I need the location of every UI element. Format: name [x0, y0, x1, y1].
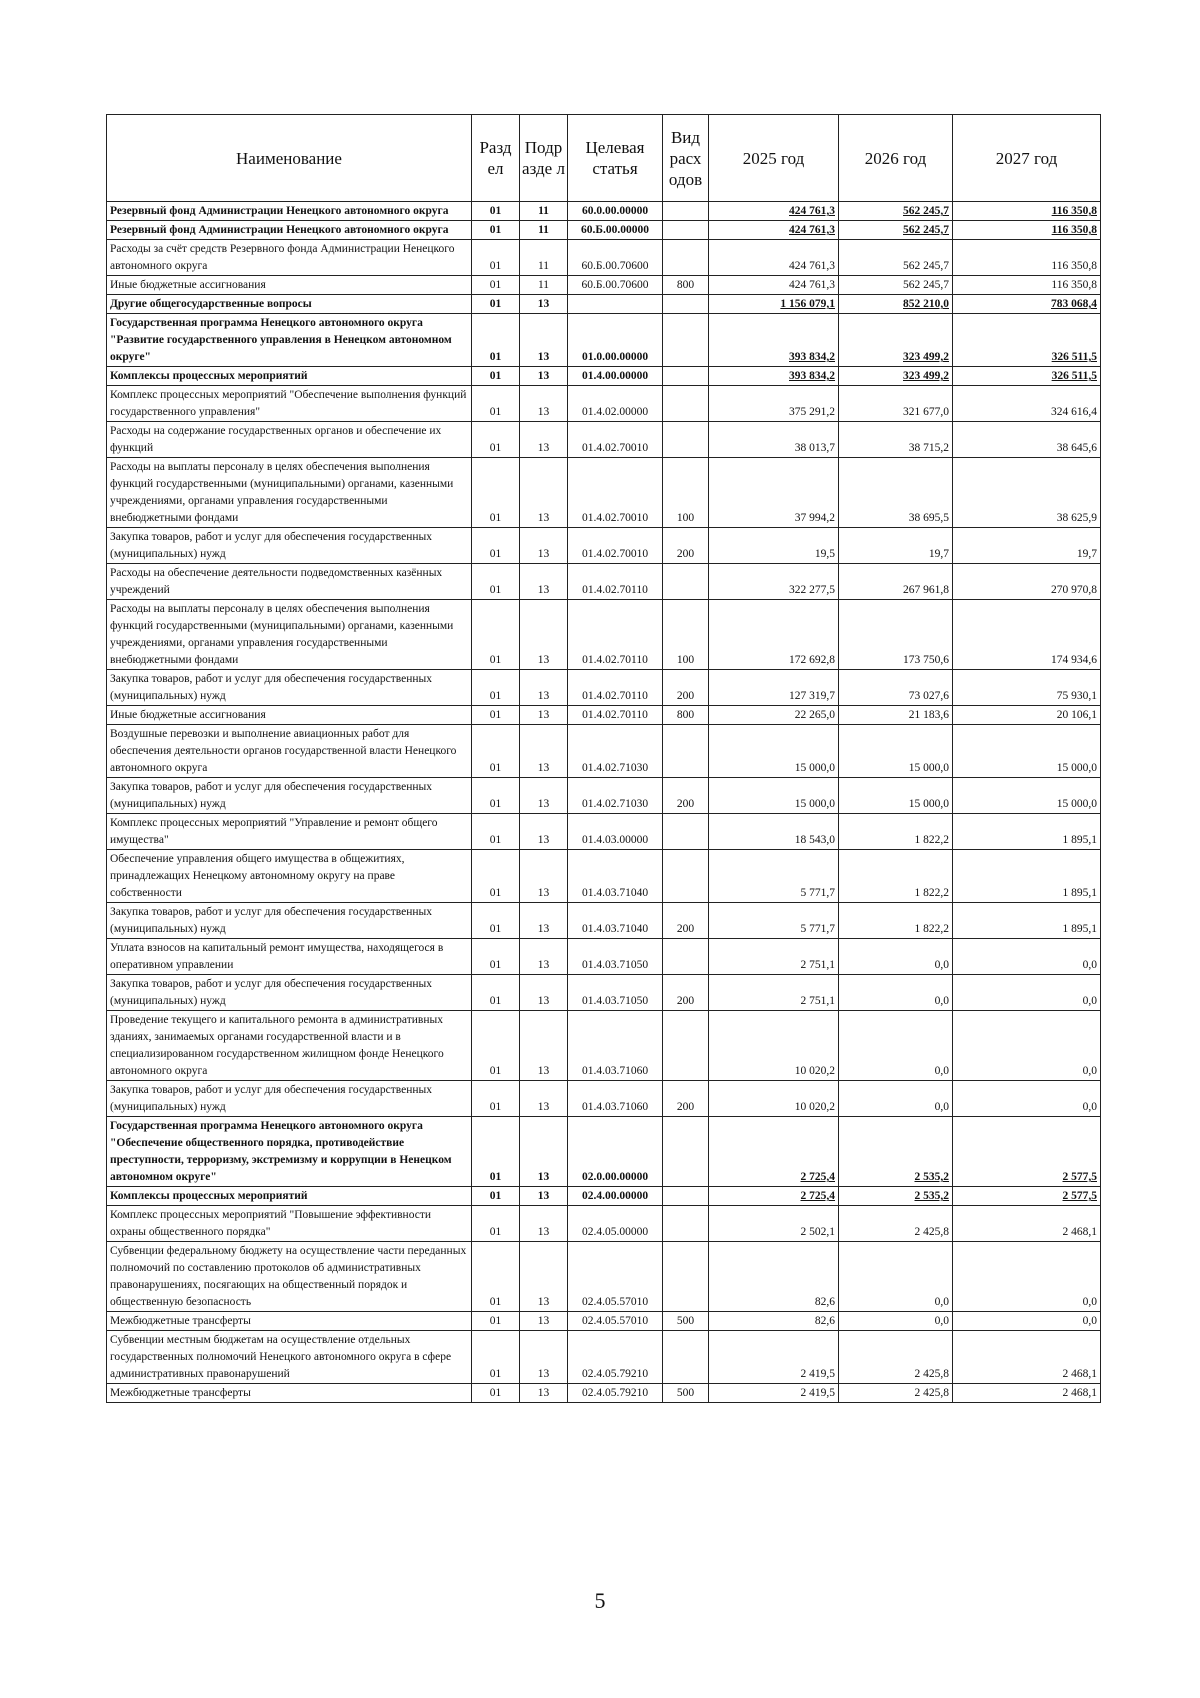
cell-name: Государственная программа Ненецкого автономного округа "Обеспечение общественного порядка, противодействие преступности, терроризму, экстремизму и коррупции в Ненецком автономном округе" [107, 1117, 472, 1187]
cell-name: Резервный фонд Администрации Ненецкого автономного округа [107, 202, 472, 221]
cell-value-2027: 38 625,9 [953, 458, 1101, 528]
cell-razdel: 01 [472, 1206, 520, 1242]
cell-expense-type [663, 850, 709, 903]
cell-razdel: 01 [472, 240, 520, 276]
cell-podrazdel: 13 [520, 1187, 568, 1206]
cell-target-article: 01.4.02.70110 [568, 670, 663, 706]
cell-razdel: 01 [472, 422, 520, 458]
cell-target-article: 60.Б.00.70600 [568, 276, 663, 295]
cell-expense-type: 500 [663, 1384, 709, 1403]
table-row [107, 1187, 1101, 1206]
cell-expense-type: 200 [663, 1081, 709, 1117]
table-row [107, 240, 1101, 276]
table-row [107, 221, 1101, 240]
cell-value-2027: 38 645,6 [953, 422, 1101, 458]
page-number: 5 [594, 1588, 606, 1613]
cell-value-2025: 375 291,2 [709, 386, 839, 422]
cell-razdel: 01 [472, 386, 520, 422]
cell-expense-type [663, 314, 709, 367]
table-row [107, 939, 1101, 975]
cell-razdel: 01 [472, 314, 520, 367]
cell-value-2026: 2 535,2 [839, 1187, 953, 1206]
cell-podrazdel: 13 [520, 564, 568, 600]
cell-razdel: 01 [472, 778, 520, 814]
cell-target-article: 60.0.00.00000 [568, 202, 663, 221]
table-row [107, 725, 1101, 778]
cell-expense-type: 800 [663, 706, 709, 725]
table-row [107, 1081, 1101, 1117]
cell-value-2027: 2 468,1 [953, 1206, 1101, 1242]
header-row [107, 115, 1101, 202]
cell-value-2025: 10 020,2 [709, 1081, 839, 1117]
cell-target-article: 01.4.03.71050 [568, 975, 663, 1011]
table-row [107, 1312, 1101, 1331]
cell-value-2026: 15 000,0 [839, 778, 953, 814]
cell-podrazdel: 13 [520, 1206, 568, 1242]
cell-value-2026: 173 750,6 [839, 600, 953, 670]
cell-value-2026: 0,0 [839, 1312, 953, 1331]
cell-value-2025: 2 751,1 [709, 939, 839, 975]
cell-target-article: 01.4.03.00000 [568, 814, 663, 850]
cell-podrazdel: 13 [520, 1117, 568, 1187]
cell-podrazdel: 13 [520, 458, 568, 528]
cell-target-article: 01.4.03.71060 [568, 1011, 663, 1081]
cell-value-2025: 2 419,5 [709, 1331, 839, 1384]
cell-value-2025: 2 725,4 [709, 1117, 839, 1187]
table-row [107, 1331, 1101, 1384]
cell-podrazdel: 13 [520, 1011, 568, 1081]
cell-target-article: 60.Б.00.00000 [568, 221, 663, 240]
cell-podrazdel: 13 [520, 903, 568, 939]
cell-value-2026: 2 425,8 [839, 1331, 953, 1384]
cell-value-2025: 424 761,3 [709, 202, 839, 221]
cell-name: Закупка товаров, работ и услуг для обеспечения государственных (муниципальных) нужд [107, 975, 472, 1011]
header-target-article: Целевая статья [568, 115, 663, 202]
cell-value-2025: 15 000,0 [709, 778, 839, 814]
cell-podrazdel: 13 [520, 670, 568, 706]
cell-expense-type: 200 [663, 528, 709, 564]
cell-podrazdel: 13 [520, 600, 568, 670]
cell-name: Расходы на содержание государственных органов и обеспечение их функций [107, 422, 472, 458]
header-year-2025: 2025 год [709, 115, 839, 202]
cell-value-2026: 1 822,2 [839, 903, 953, 939]
cell-target-article: 01.4.03.71050 [568, 939, 663, 975]
cell-podrazdel: 13 [520, 975, 568, 1011]
cell-value-2027: 116 350,8 [953, 276, 1101, 295]
cell-value-2027: 0,0 [953, 1081, 1101, 1117]
table-body [107, 202, 1101, 1403]
cell-value-2025: 127 319,7 [709, 670, 839, 706]
cell-expense-type [663, 240, 709, 276]
table-row [107, 528, 1101, 564]
cell-expense-type [663, 725, 709, 778]
cell-name: Субвенции федеральному бюджету на осуществление части переданных полномочий по составлению протоколов об административных правонарушениях, посягающих на общественный порядок и общественную безопасность [107, 1242, 472, 1312]
cell-podrazdel: 13 [520, 814, 568, 850]
cell-expense-type: 200 [663, 975, 709, 1011]
cell-value-2025: 5 771,7 [709, 850, 839, 903]
cell-value-2027: 19,7 [953, 528, 1101, 564]
cell-target-article: 01.4.03.71040 [568, 903, 663, 939]
cell-razdel: 01 [472, 528, 520, 564]
cell-razdel: 01 [472, 939, 520, 975]
cell-value-2026: 321 677,0 [839, 386, 953, 422]
cell-expense-type [663, 939, 709, 975]
cell-value-2027: 2 577,5 [953, 1187, 1101, 1206]
cell-razdel: 01 [472, 1331, 520, 1384]
cell-expense-type [663, 1242, 709, 1312]
cell-target-article [568, 295, 663, 314]
cell-value-2026: 323 499,2 [839, 367, 953, 386]
header-year-2027: 2027 год [953, 115, 1101, 202]
cell-value-2026: 1 822,2 [839, 814, 953, 850]
cell-podrazdel: 13 [520, 528, 568, 564]
cell-target-article: 01.4.03.71060 [568, 1081, 663, 1117]
cell-value-2025: 82,6 [709, 1242, 839, 1312]
table-row [107, 600, 1101, 670]
table-row [107, 1206, 1101, 1242]
header-year-2026: 2026 год [839, 115, 953, 202]
cell-razdel: 01 [472, 1081, 520, 1117]
cell-razdel: 01 [472, 458, 520, 528]
cell-value-2025: 1 156 079,1 [709, 295, 839, 314]
cell-podrazdel: 13 [520, 850, 568, 903]
cell-razdel: 01 [472, 975, 520, 1011]
table-row [107, 670, 1101, 706]
cell-value-2027: 0,0 [953, 1312, 1101, 1331]
cell-target-article: 02.0.00.00000 [568, 1117, 663, 1187]
cell-name: Закупка товаров, работ и услуг для обеспечения государственных (муниципальных) нужд [107, 528, 472, 564]
cell-value-2026: 0,0 [839, 1081, 953, 1117]
cell-podrazdel: 13 [520, 1331, 568, 1384]
cell-podrazdel: 13 [520, 1384, 568, 1403]
cell-value-2027: 0,0 [953, 1011, 1101, 1081]
cell-podrazdel: 13 [520, 706, 568, 725]
cell-name: Комплексы процессных мероприятий [107, 367, 472, 386]
cell-value-2026: 323 499,2 [839, 314, 953, 367]
cell-value-2026: 0,0 [839, 975, 953, 1011]
cell-podrazdel: 11 [520, 276, 568, 295]
cell-value-2027: 116 350,8 [953, 240, 1101, 276]
cell-name: Расходы за счёт средств Резервного фонда Администрации Ненецкого автономного округа [107, 240, 472, 276]
cell-value-2026: 19,7 [839, 528, 953, 564]
cell-target-article: 02.4.05.79210 [568, 1331, 663, 1384]
table-row [107, 202, 1101, 221]
cell-name: Комплекс процессных мероприятий "Повышение эффективности охраны общественного порядка" [107, 1206, 472, 1242]
cell-expense-type: 100 [663, 600, 709, 670]
table-row [107, 778, 1101, 814]
cell-value-2026: 2 425,8 [839, 1206, 953, 1242]
cell-value-2026: 21 183,6 [839, 706, 953, 725]
cell-target-article: 01.4.02.71030 [568, 725, 663, 778]
cell-name: Комплексы процессных мероприятий [107, 1187, 472, 1206]
cell-value-2025: 18 543,0 [709, 814, 839, 850]
cell-value-2026: 0,0 [839, 939, 953, 975]
cell-value-2025: 37 994,2 [709, 458, 839, 528]
cell-podrazdel: 13 [520, 778, 568, 814]
cell-value-2026: 2 425,8 [839, 1384, 953, 1403]
cell-expense-type [663, 422, 709, 458]
cell-name: Межбюджетные трансферты [107, 1312, 472, 1331]
cell-razdel: 01 [472, 725, 520, 778]
cell-value-2026: 38 695,5 [839, 458, 953, 528]
cell-target-article: 02.4.05.79210 [568, 1384, 663, 1403]
cell-value-2027: 0,0 [953, 939, 1101, 975]
cell-value-2026: 562 245,7 [839, 202, 953, 221]
cell-target-article: 02.4.05.00000 [568, 1206, 663, 1242]
cell-target-article: 01.4.02.70110 [568, 600, 663, 670]
cell-razdel: 01 [472, 1117, 520, 1187]
table-row [107, 276, 1101, 295]
cell-value-2025: 10 020,2 [709, 1011, 839, 1081]
cell-value-2025: 2 725,4 [709, 1187, 839, 1206]
cell-value-2026: 73 027,6 [839, 670, 953, 706]
table-row [107, 386, 1101, 422]
cell-razdel: 01 [472, 1242, 520, 1312]
cell-expense-type: 200 [663, 670, 709, 706]
cell-podrazdel: 13 [520, 1312, 568, 1331]
budget-table [106, 114, 1101, 1403]
cell-razdel: 01 [472, 564, 520, 600]
cell-expense-type [663, 1187, 709, 1206]
table-row [107, 1117, 1101, 1187]
cell-expense-type [663, 1331, 709, 1384]
cell-value-2026: 0,0 [839, 1242, 953, 1312]
cell-razdel: 01 [472, 1187, 520, 1206]
cell-target-article: 01.4.02.71030 [568, 778, 663, 814]
cell-expense-type: 800 [663, 276, 709, 295]
header-expense-type: Вид расх одов [663, 115, 709, 202]
cell-value-2027: 75 930,1 [953, 670, 1101, 706]
cell-podrazdel: 13 [520, 295, 568, 314]
cell-razdel: 01 [472, 670, 520, 706]
cell-podrazdel: 13 [520, 314, 568, 367]
cell-value-2026: 267 961,8 [839, 564, 953, 600]
cell-value-2025: 393 834,2 [709, 367, 839, 386]
cell-podrazdel: 13 [520, 422, 568, 458]
cell-value-2027: 0,0 [953, 975, 1101, 1011]
cell-podrazdel: 13 [520, 725, 568, 778]
cell-name: Государственная программа Ненецкого автономного округа "Развитие государственного управления в Ненецком автономном округе" [107, 314, 472, 367]
cell-value-2026: 38 715,2 [839, 422, 953, 458]
cell-expense-type [663, 1011, 709, 1081]
cell-name: Комплекс процессных мероприятий "Управление и ремонт общего имущества" [107, 814, 472, 850]
cell-razdel: 01 [472, 1312, 520, 1331]
cell-expense-type: 200 [663, 903, 709, 939]
cell-razdel: 01 [472, 1011, 520, 1081]
cell-value-2026: 562 245,7 [839, 221, 953, 240]
cell-value-2026: 562 245,7 [839, 240, 953, 276]
cell-expense-type [663, 295, 709, 314]
cell-expense-type [663, 386, 709, 422]
table-row [107, 422, 1101, 458]
cell-target-article: 02.4.05.57010 [568, 1312, 663, 1331]
cell-expense-type [663, 1117, 709, 1187]
cell-value-2025: 22 265,0 [709, 706, 839, 725]
cell-target-article: 01.4.02.70010 [568, 458, 663, 528]
cell-target-article: 01.4.03.71040 [568, 850, 663, 903]
cell-podrazdel: 13 [520, 367, 568, 386]
cell-value-2025: 424 761,3 [709, 240, 839, 276]
cell-value-2027: 324 616,4 [953, 386, 1101, 422]
cell-value-2027: 2 468,1 [953, 1331, 1101, 1384]
cell-value-2025: 2 502,1 [709, 1206, 839, 1242]
cell-expense-type: 100 [663, 458, 709, 528]
cell-razdel: 01 [472, 221, 520, 240]
cell-value-2025: 424 761,3 [709, 276, 839, 295]
table-row [107, 706, 1101, 725]
cell-name: Проведение текущего и капитального ремонта в административных зданиях, занимаемых органами государственной власти и в специализированном государственном жилищном фонде Ненецкого автономного округа [107, 1011, 472, 1081]
cell-expense-type [663, 1206, 709, 1242]
cell-value-2027: 116 350,8 [953, 202, 1101, 221]
cell-name: Резервный фонд Администрации Ненецкого автономного округа [107, 221, 472, 240]
cell-razdel: 01 [472, 367, 520, 386]
cell-razdel: 01 [472, 1384, 520, 1403]
cell-expense-type [663, 202, 709, 221]
cell-name: Закупка товаров, работ и услуг для обеспечения государственных (муниципальных) нужд [107, 1081, 472, 1117]
table-row [107, 458, 1101, 528]
cell-value-2025: 5 771,7 [709, 903, 839, 939]
cell-value-2025: 19,5 [709, 528, 839, 564]
cell-name: Закупка товаров, работ и услуг для обеспечения государственных (муниципальных) нужд [107, 903, 472, 939]
table-row [107, 367, 1101, 386]
cell-name: Иные бюджетные ассигнования [107, 706, 472, 725]
cell-podrazdel: 13 [520, 1242, 568, 1312]
cell-expense-type [663, 564, 709, 600]
cell-expense-type: 200 [663, 778, 709, 814]
cell-value-2027: 783 068,4 [953, 295, 1101, 314]
table-row [107, 814, 1101, 850]
cell-value-2027: 15 000,0 [953, 778, 1101, 814]
header-name: Наименование [107, 115, 472, 202]
cell-value-2027: 2 468,1 [953, 1384, 1101, 1403]
cell-value-2027: 20 106,1 [953, 706, 1101, 725]
cell-target-article: 01.4.02.70010 [568, 422, 663, 458]
header-podrazdel: Подр азде л [520, 115, 568, 202]
cell-podrazdel: 13 [520, 1081, 568, 1117]
cell-razdel: 01 [472, 276, 520, 295]
cell-value-2027: 15 000,0 [953, 725, 1101, 778]
cell-razdel: 01 [472, 903, 520, 939]
table-row [107, 850, 1101, 903]
cell-target-article: 02.4.05.57010 [568, 1242, 663, 1312]
cell-target-article: 01.4.02.70110 [568, 706, 663, 725]
cell-value-2027: 270 970,8 [953, 564, 1101, 600]
cell-expense-type [663, 221, 709, 240]
cell-value-2027: 326 511,5 [953, 367, 1101, 386]
cell-name: Расходы на выплаты персоналу в целях обеспечения выполнения функций государственными (муниципальными) органами, казенными учреждениями, органами управления государственными внебюджетными фондами [107, 600, 472, 670]
cell-razdel: 01 [472, 814, 520, 850]
cell-value-2027: 116 350,8 [953, 221, 1101, 240]
cell-target-article: 01.4.02.70010 [568, 528, 663, 564]
cell-value-2026: 2 535,2 [839, 1117, 953, 1187]
cell-value-2025: 38 013,7 [709, 422, 839, 458]
cell-value-2025: 322 277,5 [709, 564, 839, 600]
cell-value-2026: 15 000,0 [839, 725, 953, 778]
cell-target-article: 02.4.00.00000 [568, 1187, 663, 1206]
cell-razdel: 01 [472, 202, 520, 221]
table-row [107, 314, 1101, 367]
table-row [107, 564, 1101, 600]
cell-value-2025: 172 692,8 [709, 600, 839, 670]
table-row [107, 295, 1101, 314]
table-row [107, 975, 1101, 1011]
cell-value-2027: 174 934,6 [953, 600, 1101, 670]
cell-value-2025: 424 761,3 [709, 221, 839, 240]
cell-value-2026: 1 822,2 [839, 850, 953, 903]
cell-target-article: 01.0.00.00000 [568, 314, 663, 367]
table-row [107, 903, 1101, 939]
cell-podrazdel: 13 [520, 386, 568, 422]
cell-name: Иные бюджетные ассигнования [107, 276, 472, 295]
cell-value-2027: 2 577,5 [953, 1117, 1101, 1187]
header-razdel: Разд ел [472, 115, 520, 202]
cell-razdel: 01 [472, 706, 520, 725]
cell-razdel: 01 [472, 600, 520, 670]
cell-name: Закупка товаров, работ и услуг для обеспечения государственных (муниципальных) нужд [107, 778, 472, 814]
cell-name: Межбюджетные трансферты [107, 1384, 472, 1403]
table-row [107, 1384, 1101, 1403]
cell-name: Расходы на обеспечение деятельности подведомственных казённых учреждений [107, 564, 472, 600]
table-row [107, 1011, 1101, 1081]
cell-value-2025: 15 000,0 [709, 725, 839, 778]
cell-name: Другие общегосударственные вопросы [107, 295, 472, 314]
cell-target-article: 60.Б.00.70600 [568, 240, 663, 276]
cell-podrazdel: 13 [520, 939, 568, 975]
cell-value-2025: 2 419,5 [709, 1384, 839, 1403]
cell-podrazdel: 11 [520, 202, 568, 221]
cell-name: Комплекс процессных мероприятий "Обеспечение выполнения функций государственного управления" [107, 386, 472, 422]
cell-razdel: 01 [472, 295, 520, 314]
cell-value-2025: 82,6 [709, 1312, 839, 1331]
cell-name: Расходы на выплаты персоналу в целях обеспечения выполнения функций государственными (муниципальными) органами, казенными учреждениями, органами управления государственными внебюджетными фондами [107, 458, 472, 528]
cell-value-2025: 393 834,2 [709, 314, 839, 367]
cell-value-2027: 326 511,5 [953, 314, 1101, 367]
cell-expense-type: 500 [663, 1312, 709, 1331]
table-row [107, 1242, 1101, 1312]
cell-value-2025: 2 751,1 [709, 975, 839, 1011]
cell-podrazdel: 11 [520, 240, 568, 276]
cell-expense-type [663, 367, 709, 386]
cell-value-2026: 0,0 [839, 1011, 953, 1081]
cell-name: Обеспечение управления общего имущества в общежитиях, принадлежащих Ненецкому автономному округу на праве собственности [107, 850, 472, 903]
cell-target-article: 01.4.02.70110 [568, 564, 663, 600]
cell-target-article: 01.4.00.00000 [568, 367, 663, 386]
cell-target-article: 01.4.02.00000 [568, 386, 663, 422]
cell-value-2027: 1 895,1 [953, 903, 1101, 939]
cell-name: Воздушные перевозки и выполнение авиационных работ для обеспечения деятельности органов государственной власти Ненецкого автономного округа [107, 725, 472, 778]
cell-name: Субвенции местным бюджетам на осуществление отдельных государственных полномочий Ненецкого автономного округа в сфере административных правонарушений [107, 1331, 472, 1384]
cell-value-2027: 1 895,1 [953, 850, 1101, 903]
cell-value-2026: 852 210,0 [839, 295, 953, 314]
cell-name: Закупка товаров, работ и услуг для обеспечения государственных (муниципальных) нужд [107, 670, 472, 706]
cell-podrazdel: 11 [520, 221, 568, 240]
cell-value-2027: 0,0 [953, 1242, 1101, 1312]
cell-expense-type [663, 814, 709, 850]
cell-value-2027: 1 895,1 [953, 814, 1101, 850]
cell-razdel: 01 [472, 850, 520, 903]
cell-name: Уплата взносов на капитальный ремонт имущества, находящегося в оперативном управлении [107, 939, 472, 975]
cell-value-2026: 562 245,7 [839, 276, 953, 295]
